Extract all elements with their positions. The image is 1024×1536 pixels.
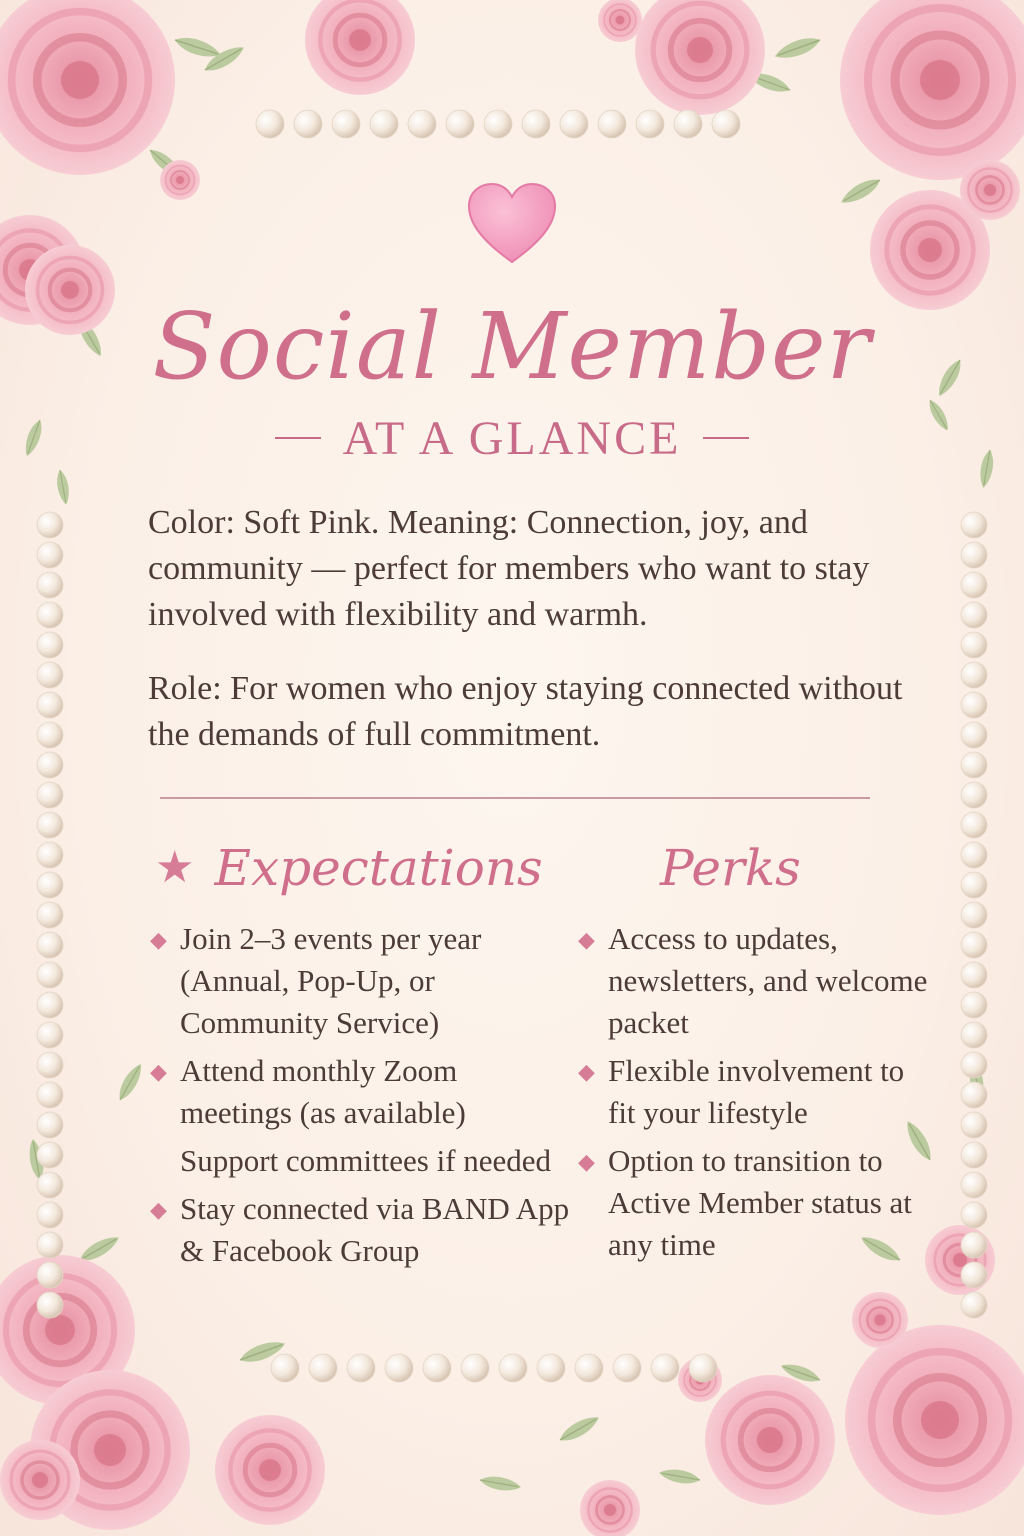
diamond-icon: ◆ <box>578 1059 595 1084</box>
pearl <box>332 110 360 138</box>
pearl <box>37 842 63 868</box>
diamond-icon: ◆ <box>150 1197 167 1222</box>
role-paragraph: Role: For women who enjoy staying connected without the demands of full commitment. <box>148 670 903 753</box>
leaf <box>838 174 884 208</box>
page-subtitle: AT A GLANCE <box>342 411 682 465</box>
list-item-text: Flexible involvement to fit your lifestyle <box>608 1053 905 1130</box>
pearl <box>674 110 702 138</box>
pearl <box>37 602 63 628</box>
pearl <box>961 1172 987 1198</box>
pearl <box>408 110 436 138</box>
expectations-title: Expectations <box>214 839 543 897</box>
rose <box>598 0 642 42</box>
list-item <box>150 918 570 1044</box>
pearl <box>37 722 63 748</box>
pearl <box>961 812 987 838</box>
pearl <box>37 1142 63 1168</box>
pearl <box>961 512 987 538</box>
pearl <box>37 692 63 718</box>
page-title: Social Member <box>152 293 872 400</box>
pearl <box>537 1354 565 1382</box>
pearl <box>37 662 63 688</box>
pearl <box>37 782 63 808</box>
pearl <box>37 1292 63 1318</box>
leaf <box>658 1467 701 1487</box>
rose <box>0 0 175 175</box>
pearl <box>446 110 474 138</box>
pearl <box>689 1354 717 1382</box>
perks-title: Perks <box>660 839 801 897</box>
pearl <box>37 812 63 838</box>
diamond-icon: ◆ <box>150 1059 167 1084</box>
list-item-text: Attend monthly Zoom meetings (as available) <box>180 1053 466 1130</box>
pearl <box>37 872 63 898</box>
rose <box>635 0 765 115</box>
pearl <box>961 992 987 1018</box>
leaf <box>115 1061 147 1103</box>
list-item <box>150 1188 570 1272</box>
pearl <box>961 1022 987 1048</box>
pearl <box>385 1354 413 1382</box>
star-icon: ★ <box>155 842 195 893</box>
pearl <box>961 1232 987 1258</box>
expectations-heading <box>155 828 543 908</box>
diamond-icon: ◆ <box>578 927 595 952</box>
subtitle-dash-left <box>275 437 321 439</box>
pearl <box>961 782 987 808</box>
pearl <box>961 572 987 598</box>
pearl <box>575 1354 603 1382</box>
subtitle-dash-right <box>703 437 749 439</box>
pearl <box>37 1082 63 1108</box>
rose <box>845 1325 1024 1515</box>
perks-heading <box>660 828 801 908</box>
list-item-text: Option to transition to Active Member status at any time <box>608 1143 912 1262</box>
list-item <box>578 918 938 1044</box>
rose <box>580 1480 640 1536</box>
perks-list <box>578 918 938 1272</box>
pearl <box>961 752 987 778</box>
pearl <box>961 1202 987 1228</box>
rose <box>705 1375 835 1505</box>
leaf <box>479 1474 522 1494</box>
pearl <box>961 722 987 748</box>
pearl <box>37 1022 63 1048</box>
diamond-icon: ◆ <box>578 1149 595 1174</box>
subtitle-row <box>0 410 1024 466</box>
pearl <box>37 1112 63 1138</box>
pearl <box>37 1262 63 1288</box>
pearl <box>461 1354 489 1382</box>
rose <box>960 160 1020 220</box>
pearl <box>423 1354 451 1382</box>
pearl <box>484 110 512 138</box>
pearl <box>598 110 626 138</box>
heart-icon <box>467 182 557 266</box>
list-item-text: Support committees if needed <box>180 1143 552 1178</box>
pearl <box>37 932 63 958</box>
pearl <box>961 692 987 718</box>
pearl <box>961 1292 987 1318</box>
pearl <box>961 1052 987 1078</box>
list-item <box>150 1050 570 1134</box>
pearl <box>347 1354 375 1382</box>
pearl <box>961 872 987 898</box>
pearl <box>961 932 987 958</box>
pearl <box>712 110 740 138</box>
pearl <box>37 962 63 988</box>
list-item <box>578 1050 938 1134</box>
pearl <box>961 1082 987 1108</box>
diamond-icon: ◆ <box>150 927 167 952</box>
expectations-list <box>150 918 570 1278</box>
rose <box>840 0 1024 180</box>
pearl <box>37 752 63 778</box>
pearl <box>37 572 63 598</box>
pearl <box>37 902 63 928</box>
pearl <box>37 1052 63 1078</box>
pearl <box>37 992 63 1018</box>
intro-paragraph: Color: Soft Pink. Meaning: Connection, joy, and community — perfect for members who want to stay involved with flexibility and warmh. <box>148 504 870 633</box>
pearl <box>961 1112 987 1138</box>
list-item-text: Join 2–3 events per year (Annual, Pop-Up, or Community Service) <box>180 921 482 1040</box>
pearl <box>961 542 987 568</box>
leaf <box>55 469 72 506</box>
pearl <box>271 1354 299 1382</box>
rose <box>0 1440 80 1520</box>
leaf <box>772 33 822 63</box>
pearl <box>613 1354 641 1382</box>
pearl <box>499 1354 527 1382</box>
leaf <box>557 1412 603 1446</box>
pearl <box>37 1202 63 1228</box>
pearl <box>961 842 987 868</box>
pearl <box>961 1262 987 1288</box>
pearl <box>560 110 588 138</box>
pearl <box>37 1232 63 1258</box>
rose <box>160 160 200 200</box>
pearl <box>294 110 322 138</box>
pearl <box>522 110 550 138</box>
pearl <box>37 1172 63 1198</box>
pearl <box>37 632 63 658</box>
pearl <box>37 542 63 568</box>
pearl <box>309 1354 337 1382</box>
pearl <box>256 110 284 138</box>
pearl <box>961 602 987 628</box>
list-item <box>150 1140 570 1182</box>
pearl <box>961 632 987 658</box>
pearl <box>961 662 987 688</box>
pearl <box>961 1142 987 1168</box>
pearl <box>636 110 664 138</box>
list-item-text: Access to updates, newsletters, and welcome packet <box>608 921 928 1040</box>
pearl <box>37 512 63 538</box>
rose <box>305 0 415 95</box>
rose <box>852 1292 908 1348</box>
pearl <box>961 902 987 928</box>
pearl <box>961 962 987 988</box>
section-divider <box>160 797 870 799</box>
rose <box>215 1415 325 1525</box>
list-item <box>578 1140 938 1266</box>
pearl <box>651 1354 679 1382</box>
pearl <box>370 110 398 138</box>
list-item-text: Stay connected via BAND App & Facebook Group <box>180 1191 570 1268</box>
